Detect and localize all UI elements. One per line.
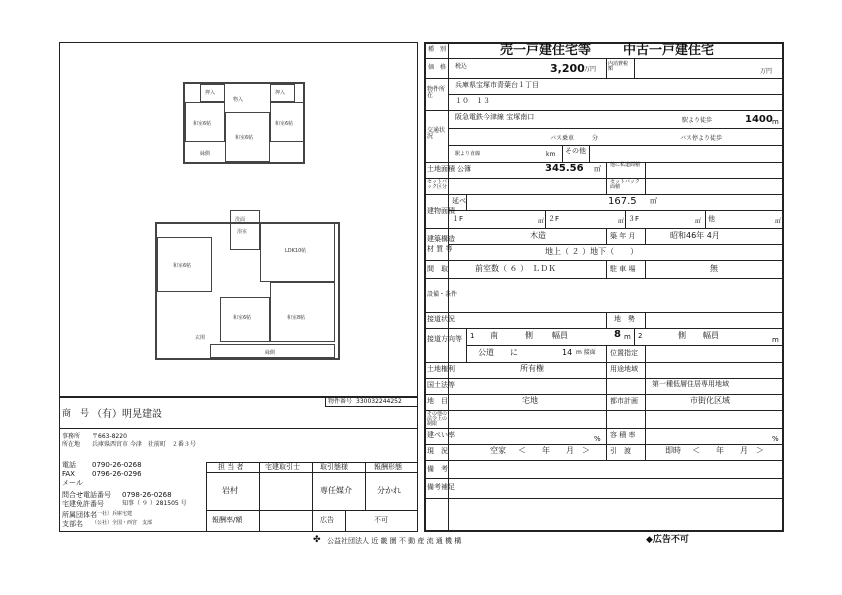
other-law-label: その他の法令上の制限 [427,411,448,427]
address-line-2: １０ １３ [455,97,490,105]
material-label: 材 質 等 [427,245,453,253]
license-label: 宅建免許番号 [62,500,104,508]
address-row-label: 物件所在 [427,86,446,99]
building-total-value: 167.5 [608,196,637,207]
road-contact-unit: m 接面 [576,349,596,356]
remarks-supplement-label: 備考補足 [427,483,455,491]
price-value: 3,200 [550,62,585,75]
room-label: 縁側 [200,151,211,157]
landuse-value: 宅地 [522,396,538,405]
room-label: 押入 [205,90,216,96]
company-name: （有）明晃建設 [92,409,162,420]
listing-kind: 売一戸建住宅等 [500,43,592,58]
coverage-label: 建ぺい率 [427,431,455,439]
property-number-label: 物件番号 [328,398,353,405]
price-note: 税込 [455,63,468,70]
setback-label: セットバック区分 [427,179,448,190]
facility-label: 設備・条件 [427,291,458,298]
layout-value: 前室数（ ６ ） ＬＤＫ [475,264,557,273]
property-number: 330032244252 [356,398,402,405]
city-plan-value: 市街化区域 [690,396,730,405]
address-label: 所在地 [62,441,81,448]
private-road-label: 他に私道面積 [610,162,641,168]
tel-label: 電話 [62,461,76,469]
road-1-direction: 南 [490,331,498,340]
bus-stop-walk: バス停より徒歩 [680,135,723,142]
floor-3-label: ３F [628,215,640,223]
floorplan-drawing [155,82,345,372]
current-value: 空家 [490,446,506,455]
land-area-value: 345.56 [545,163,584,174]
floor-3-unit: ㎡ [695,218,702,225]
room-label: 和室6帖 [275,121,294,127]
land-right-label: 土地権利 [427,365,455,373]
licensed-agent-header: 宅建取引士 [265,463,300,471]
agent-header: 担 当 者 [218,463,244,471]
current-label: 現 況 [427,447,448,455]
built-value: 昭和46年 4月 [670,231,720,240]
use-zone-label: 用途地域 [610,365,638,373]
layout-label: 間 取 [427,265,448,273]
license: 知事（ ９ ）281505 号 [122,500,187,507]
coverage-unit: % [594,435,601,443]
road-2-width-label: 幅員 [703,331,719,340]
walk-label: 駅より徒歩 [682,117,713,124]
landuse-label: 地 目 [427,397,448,405]
road-1-side: 側 [525,331,533,340]
association-1: （一社）兵庫宅建 [92,511,133,517]
footer-organization: 公益社団法人 近 畿 圏 不 動 産 流 通 機 構 [327,537,462,545]
fee-rate-label: 報酬率/額 [212,516,243,524]
ad-value: 不可 [374,516,388,524]
association-2: （公社）全国・西宮 支部 [92,520,153,526]
fee-type: 分かれ [377,486,401,495]
company-address: 兵庫県西宮市 今津 社前町 ２番３号 [92,441,196,448]
remarks-label: 備 考 [427,465,448,473]
structure-value: 木造 [530,231,546,240]
room-label: 和室6帖 [193,121,212,127]
floor-other-unit: ㎡ [775,218,782,225]
footer-no-ad: ◆広告不可 [646,535,689,545]
org-logo-icon: ✤ [313,535,321,545]
land-area-kind: 公簿 [457,165,471,173]
parking-value: 無 [710,264,718,273]
use-zone-value: 第一種低層住居専用地域 [652,380,729,388]
mail-label: メール [62,479,83,487]
floors-value: 地上（ ２ ）地下（ ） [545,247,639,256]
tax-unit: 万円 [760,68,773,75]
walk-unit: m [772,118,779,126]
inquiry-tel: 0798-26-0268 [122,491,172,499]
room-label: 浴室 [237,229,248,235]
fax-label: FAX [62,470,75,478]
tax-label: 内消費税額 [608,61,629,72]
building-area-label: 建物面積 [427,207,455,215]
far-unit: % [772,435,779,443]
other-label: その他 [565,147,586,155]
road-status-label: 接道状況 [427,315,455,323]
room-label: 和室8帖 [287,315,306,321]
tel: 0790-26-0268 [92,461,142,469]
structure-label: 建築構造 [427,235,455,243]
road-1-unit: m [624,333,631,341]
land-area-label: 土地面積 [427,165,455,173]
traffic-label: 交通状況 [427,127,446,140]
traffic-line: 阪急電鉄今津線 宝塚南口 [455,113,535,121]
floor-2-unit: ㎡ [618,218,625,225]
road-public: 公道 [478,348,494,357]
agent-name: 岩村 [222,486,238,495]
price-unit: 万円 [584,66,597,73]
building-total-unit: ㎡ [650,197,657,205]
room-label: 和室6帖 [173,263,192,269]
type-label: 種 別 [428,46,447,53]
delivery-date: ＜ 年 月 ＞ [692,446,764,455]
road-2-no: 2 [638,332,643,340]
inquiry-label: 問合せ電話番号 [62,491,111,499]
room-label: 縁側 [265,350,276,356]
bus-ride: バス乗車 分 [550,135,599,142]
far-label: 容 積 率 [610,431,636,439]
setback-area-label: セットバック面積 [610,179,640,190]
floor-2-label: ２F [548,215,560,223]
road-2-side: 側 [678,331,686,340]
fax: 0796-26-0296 [92,470,142,478]
office-label: 事務所 [62,433,81,440]
station-distance: 駅より直線 [455,151,481,157]
parking-label: 駐 車 場 [610,265,636,273]
deal-type: 専任媒介 [320,486,352,495]
lower-room-3 [270,282,335,342]
association-label: 所属団体名 [62,511,97,519]
room-label: 洗面 [235,217,246,223]
built-label: 築 年 月 [610,232,636,240]
zip: 〒663-8220 [92,433,127,440]
terrain-label: 地 勢 [614,315,635,323]
room-label: LDK10帖 [285,248,307,254]
fee-type-header: 報酬形態 [374,463,402,471]
road-1-width: 8 [614,329,621,340]
road-direction-label: 接道方向等 [427,335,462,343]
ad-label: 広告 [320,516,334,524]
current-date: ＜ 年 月 ＞ [518,446,590,455]
room-label: 和室6帖 [235,135,254,141]
floor-1-label: １F [452,215,464,223]
delivery-label: 引 渡 [610,447,631,455]
building-total-label: 延べ [452,197,466,205]
station-unit: km [546,151,556,158]
road-1-no: 1 [470,332,475,340]
land-right-value: 所有権 [520,364,544,373]
room-label: 押入 [275,90,286,96]
listing-type: 中古一戸建住宅 [623,43,715,58]
room-label: 玄関 [195,335,206,341]
national-law-label: 国土法等 [427,381,455,389]
room-label: 和室6帖 [233,315,252,321]
branch-label: 支部名 [62,520,83,528]
deal-type-header: 取引態様 [320,463,348,471]
road-2-unit: m [772,336,779,344]
road-ni: に [510,348,518,357]
floor-1-unit: ㎡ [538,218,545,225]
delivery-value: 即時 [665,446,681,455]
room-label: 物入 [233,97,244,103]
address-line-1: 兵庫県宝塚市青葉台１丁目 [455,81,539,89]
price-label: 価 格 [428,64,447,71]
floor-other-label: 他 [708,215,715,223]
walk-value: 1400 [745,114,773,125]
city-plan-label: 都市計画 [610,397,638,405]
road-1-width-label: 幅員 [552,331,568,340]
trade-name-label: 商 号 [62,409,90,419]
road-contact: 14 [562,348,573,357]
position-label: 位置指定 [610,349,638,357]
land-area-unit: ㎡ [594,165,601,173]
